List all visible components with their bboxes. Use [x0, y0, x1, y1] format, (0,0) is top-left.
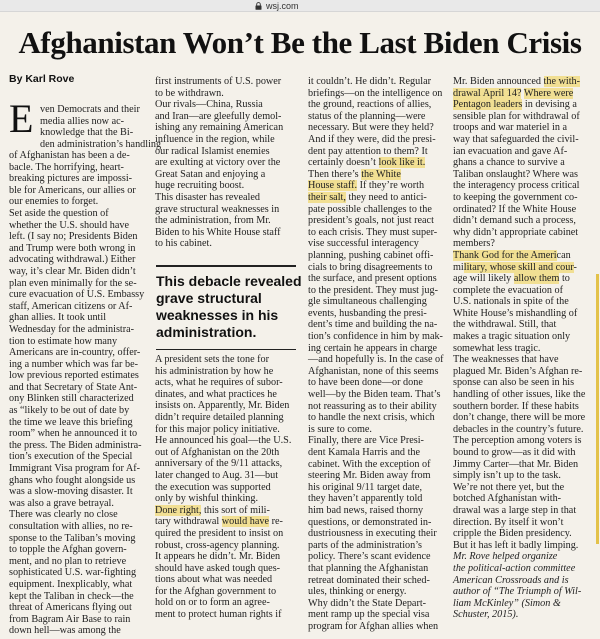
- text-line: sponse to the Taliban’s moving: [9, 532, 136, 544]
- column-4: [453, 76, 596, 621]
- text-line: was a slow-moving disaster. It: [9, 486, 133, 498]
- text-line: [453, 76, 596, 88]
- text-line: to have been done—or done: [308, 377, 423, 389]
- text-line: anniversary of the 9/11 attacks,: [155, 458, 283, 470]
- highlight: look like it.: [378, 157, 426, 169]
- text-line: questions, or demonstrated in-: [308, 516, 432, 528]
- text-line: to topple the Afghan govern-: [9, 544, 127, 556]
- drop-cap: E: [9, 96, 34, 141]
- text-run: certainly doesn’t: [308, 157, 379, 169]
- text-line: events, husbanding the presi-: [308, 307, 427, 319]
- text-line: Jimmy Carter—that Mr. Biden: [453, 458, 579, 470]
- highlight-margin-bar: [596, 274, 599, 544]
- text-line: equipment. Inexplicably, what: [9, 578, 133, 590]
- text-line: tion to estimate how many: [9, 335, 118, 347]
- text-line: retreat dominated their sched-: [308, 574, 430, 586]
- text-line: insists on. Apparently, Mr. Biden: [155, 400, 290, 412]
- column-4-paragraph: [453, 111, 596, 250]
- text-line: [308, 157, 448, 169]
- text-line: president’s goals, not just react: [308, 215, 434, 227]
- text-line: breaking pictures are impossi-: [9, 173, 133, 185]
- text-line: Great Satan and enjoying a: [155, 168, 266, 180]
- text-line: well—by the Biden team. That’s: [308, 389, 441, 401]
- highlight: Thank God for the Ameri: [453, 249, 557, 261]
- text-line: [155, 516, 295, 528]
- text-line: American Crossroads and is: [453, 574, 569, 586]
- text-line: robust, cross-agency planning.: [155, 539, 280, 551]
- column-2: [155, 76, 295, 250]
- url-text: wsj.com: [266, 1, 299, 11]
- text-line: members?: [453, 238, 495, 250]
- text-run: -: [573, 261, 577, 273]
- text-line: influence in the region, while: [155, 133, 275, 145]
- text-line: Taliban onslaught? Where was: [453, 168, 578, 180]
- text-line: Afghanistan, none of this seems: [308, 365, 439, 377]
- text-run: this sort of mili-: [201, 504, 270, 516]
- text-line: tion’s execution of the Special: [9, 451, 133, 463]
- highlight: Where were: [523, 87, 574, 99]
- text-line: somewhat less tragic.: [453, 342, 541, 354]
- text-line: Biden to his White House staff: [155, 226, 281, 238]
- text-line: didn’t require detailed planning: [155, 411, 284, 423]
- text-line: pate possible challenges to the: [308, 203, 432, 215]
- text-line: the execution was supported: [155, 481, 271, 493]
- text-line: debacles in the country’s future.: [453, 423, 584, 435]
- text-line: cure evacuation of U.S. Embassy: [9, 289, 145, 301]
- text-line: for the Afghan government to: [155, 585, 277, 597]
- text-line: the time we leave this briefing: [9, 416, 133, 428]
- text-line: don’t change, there will be more: [453, 412, 586, 424]
- text-line: ing certain he appears in charge: [308, 342, 438, 354]
- text-line: policy. There’s scant evidence: [308, 551, 431, 563]
- text-line: that planning the Afghanistan: [308, 562, 429, 574]
- text-line: ishing any remaining American: [155, 122, 284, 134]
- text-line: should have asked tough ques-: [155, 562, 281, 574]
- text-line: it couldn’t. He didn’t. Regular: [308, 76, 431, 87]
- text-line: But it has left it badly limping.: [453, 539, 579, 551]
- text-line: sophisticated U.S. war-fighting: [9, 567, 137, 579]
- column-1-lead: [40, 104, 162, 150]
- text-run: mi: [453, 261, 464, 273]
- text-line: ment, and no plan to retrieve: [9, 555, 127, 567]
- highlight: allow them: [513, 273, 560, 285]
- text-line: room” when he announced it to: [9, 428, 138, 440]
- text-line: ordinated? If the White House: [453, 203, 577, 215]
- text-line: We’re not there yet, but the: [453, 481, 565, 493]
- text-line: complete the evacuation of: [453, 284, 564, 296]
- text-line: [453, 99, 596, 111]
- text-line: hold on or to form an agree-: [155, 597, 270, 609]
- text-line: him bad news, raised thorny: [308, 504, 424, 516]
- text-line: out of Afghanistan on the 20th: [155, 446, 280, 458]
- text-line: the interagency process critical: [453, 180, 580, 192]
- text-line: ghans a chance to survive a: [453, 157, 565, 169]
- text-line: quired the president to insist on: [155, 527, 284, 539]
- text-line: Set aside the question of: [9, 207, 109, 219]
- text-line: dent Kamala Harris and the: [308, 447, 421, 458]
- text-line: advocating withdrawal.) Either: [9, 254, 136, 266]
- text-line: are exulting at victory over the: [155, 157, 281, 169]
- text-line: handling of other issues, like the: [453, 389, 586, 401]
- text-line: sponse can also be seen in his: [453, 377, 575, 389]
- text-line: for this major policy initiative.: [155, 423, 280, 435]
- text-line: tion’s confidence in him by mak-: [308, 331, 443, 343]
- text-run: in devising a: [522, 99, 577, 111]
- text-line: The perception among voters is: [453, 435, 582, 447]
- text-line: to handle the next crisis, which: [308, 412, 435, 424]
- text-line: acts, what he requires of subor-: [155, 377, 283, 389]
- text-line: makes a tragic situation only: [453, 331, 571, 343]
- text-run: re-: [269, 516, 283, 528]
- text-line: sensible plan for withdrawal of: [453, 110, 580, 122]
- text-line: parts of the administration’s: [308, 539, 423, 551]
- text-line: and Trump were both wrong in: [9, 242, 136, 254]
- text-line: [308, 169, 448, 181]
- text-line: cripple the Biden presidency.: [453, 528, 572, 540]
- text-line: Schuster, 2015).: [453, 609, 519, 621]
- text-line: ment to protect human rights if: [155, 609, 282, 621]
- text-line: whether the U.S. should have: [9, 219, 129, 231]
- text-line: dinates, and what practices he: [155, 388, 277, 400]
- text-run: If they’re worth: [357, 180, 425, 192]
- text-line: gle simultaneous challenging: [308, 296, 427, 308]
- text-line: den administration’s handling: [40, 138, 162, 150]
- text-run: Mr. Biden announced: [453, 76, 544, 87]
- text-line: to keeping the government co-: [453, 191, 578, 203]
- text-line: [308, 192, 448, 204]
- text-line: U.S. nationals in spite of the: [453, 296, 569, 308]
- text-line: the ground, reactions of allies,: [308, 99, 432, 111]
- text-line: [308, 180, 448, 192]
- text-line: later changed to Aug. 31—but: [155, 469, 279, 481]
- text-line: his administration by how he: [155, 365, 274, 377]
- text-line: the surface, and present options: [308, 273, 437, 285]
- text-line: cials to bring disagreements to: [308, 261, 433, 273]
- text-line: media allies now ac-: [40, 115, 125, 127]
- text-run: to: [559, 273, 570, 285]
- text-line: only by wishful thinking.: [155, 493, 259, 505]
- text-line: plan even minimally for the se-: [9, 277, 137, 289]
- text-line: Finally, there are Vice Presi-: [308, 435, 424, 447]
- text-line: bound to grow—as it did with: [453, 447, 576, 458]
- text-line: kept the Taliban in check—the: [9, 590, 134, 602]
- text-line: knowledge that the Bi-: [40, 127, 134, 139]
- browser-url-bar[interactable]: [0, 0, 600, 12]
- article-headline: Afghanistan Won’t Be the Last Biden Crisis: [18, 25, 582, 60]
- text-line: dustriousness in executing their: [308, 528, 437, 540]
- text-line: briefings—on the intelligence on: [308, 87, 443, 99]
- text-line: steering Mr. Biden away from: [308, 470, 431, 482]
- text-line: [453, 262, 596, 274]
- text-line: vise successful interagency: [308, 238, 419, 250]
- text-line: Wednesday for the administra-: [9, 323, 135, 335]
- article-byline: By Karl Rove: [9, 73, 75, 85]
- column-3: [308, 76, 448, 633]
- text-line: bacle. The horrifying, heart-: [9, 161, 124, 173]
- pull-quote-line: grave structural: [156, 290, 262, 306]
- text-line: simply isn’t up to the task.: [453, 470, 561, 482]
- text-line: [155, 505, 295, 517]
- text-line: ules, thinking or energy.: [308, 586, 407, 598]
- text-line: from Bagram Air Base to rain: [9, 613, 131, 625]
- text-line: [453, 273, 596, 285]
- text-line: threat of Americans flying out: [9, 602, 132, 614]
- text-line: Immigrant Visa program for Af-: [9, 463, 141, 475]
- text-line: to be withdrawn.: [155, 87, 224, 99]
- text-line: his original 9/11 target date,: [308, 481, 423, 493]
- text-line: author of “The Triumph of Wil-: [453, 586, 582, 598]
- column-3-paragraph: [308, 204, 448, 633]
- text-line: —and hopefully is. In the case of: [308, 354, 444, 366]
- text-line: down hell—was among the: [9, 625, 121, 637]
- highlight: would have: [221, 516, 270, 528]
- text-line: huge recruiting boost.: [155, 180, 245, 192]
- text-line: why didn’t appropriate cabinet: [453, 226, 579, 238]
- author-credit: [453, 551, 596, 621]
- text-line: He announced his goal—the U.S.: [155, 435, 292, 447]
- text-line: not reassuring as to their ability: [308, 400, 437, 412]
- text-line: ghan allies. It took until: [9, 312, 107, 324]
- text-run: age will likely: [453, 273, 514, 285]
- text-line: program for Afghan allies when: [308, 620, 439, 632]
- text-line: liam McKinley” (Simon &: [453, 597, 561, 609]
- text-line: and that Secretary of State Ant-: [9, 381, 138, 393]
- text-line: plagued Mr. Biden’s Afghan re-: [453, 365, 583, 377]
- text-line: Our rivals—China, Russia: [155, 99, 263, 111]
- text-line: the withdrawal. Still, that: [453, 319, 557, 331]
- highlight: their salt,: [308, 191, 346, 203]
- text-line: planning, pushing cabinet offi-: [308, 249, 434, 261]
- text-line: The weaknesses that have: [453, 354, 559, 366]
- text-line: It appears he didn’t. Mr. Biden: [155, 551, 281, 563]
- highlight: the with-: [543, 76, 581, 87]
- text-line: direction. By itself it won’t: [453, 516, 564, 528]
- text-line: they haven’t apparently told: [308, 493, 423, 505]
- text-line: dent’s time and building the na-: [308, 319, 438, 331]
- column-2-bottom: [155, 354, 295, 621]
- column-2-paragraph: [155, 354, 295, 505]
- text-line: necessary. But were they held?: [308, 122, 434, 134]
- column-3-paragraph: [308, 76, 448, 157]
- highlight: Done right,: [155, 504, 202, 516]
- text-line: Why didn’t the State Depart-: [308, 597, 427, 609]
- text-line: was also a grave betrayal.: [9, 497, 114, 509]
- text-line: And if they were, did the presi-: [308, 133, 436, 145]
- text-line: first instruments of U.S. power: [155, 76, 282, 87]
- text-line: dent pay attention to them? It: [308, 145, 428, 157]
- text-line: consultation with allies, no re-: [9, 521, 133, 532]
- highlight: litary, whose skill and cour: [463, 261, 574, 273]
- pull-quote-line: administration.: [156, 324, 257, 340]
- text-line: to the president. They must jug-: [308, 284, 438, 296]
- text-line: drawal was a large step in that: [453, 504, 577, 516]
- text-line: the political-action committee: [453, 562, 576, 574]
- column-4-paragraph: [453, 285, 596, 552]
- highlight: Pentagon leaders: [453, 99, 523, 111]
- text-line: southern border. If these habits: [453, 400, 579, 412]
- text-line: the administration, from Mr.: [155, 215, 271, 227]
- text-line: This disaster has revealed: [155, 191, 260, 203]
- text-line: [453, 250, 596, 262]
- text-line: low previous reported estimates: [9, 370, 139, 382]
- column-1: [9, 150, 147, 637]
- text-line: ghans who fought alongside us: [9, 474, 136, 486]
- text-run: they need to antici-: [345, 191, 427, 203]
- text-line: ble for Americans, our allies or: [9, 184, 136, 196]
- text-line: ony Blinken still characterized: [9, 393, 134, 405]
- column-2-paragraph: [155, 528, 295, 621]
- text-line: status of the planning—were: [308, 110, 426, 122]
- text-line: is sure to come.: [308, 423, 372, 435]
- highlight: House staff.: [308, 180, 358, 192]
- text-line: as “likely to be out of date by: [9, 405, 130, 417]
- text-line: left. (I say no; Presidents Biden: [9, 231, 138, 243]
- text-line: ment ramp up the special visa: [308, 609, 430, 621]
- text-line: tions about what was needed: [155, 574, 273, 586]
- text-run: tary withdrawal: [155, 516, 222, 528]
- highlight: drawal April 14?: [453, 87, 522, 99]
- text-line: ing a number which was far be-: [9, 358, 138, 370]
- text-line: [453, 88, 596, 100]
- text-line: ian evacuation and gave Af-: [453, 145, 568, 157]
- text-line: Mr. Rove helped organize: [453, 551, 558, 563]
- highlight: the White: [361, 168, 401, 180]
- text-line: botched Afghanistan with-: [453, 493, 562, 505]
- pull-quote: [156, 265, 302, 350]
- pull-quote-line: weaknesses in his: [156, 307, 279, 323]
- text-line: of Afghanistan has been a de-: [9, 150, 130, 161]
- text-line: cabinet. With the exception of: [308, 458, 431, 470]
- text-line: troops and war materiel in a: [453, 122, 568, 134]
- text-line: our radical Islamist enemies: [155, 145, 270, 157]
- text-line: our enemies to forget.: [9, 196, 99, 208]
- text-line: grave structural weaknesses in: [155, 203, 280, 215]
- text-line: didn’t demand such a process,: [453, 215, 576, 227]
- text-run: can: [556, 249, 571, 261]
- text-line: to each crisis. They must super-: [308, 226, 438, 238]
- text-line: A president sets the tone for: [155, 354, 270, 365]
- text-run: Then there’s: [308, 168, 362, 180]
- text-line: and Iran—are gleefully demol-: [155, 110, 282, 122]
- column-2-top: [155, 76, 295, 250]
- text-line: There was clearly no close: [9, 509, 118, 521]
- lock-icon: [255, 2, 262, 10]
- text-line: way, it’s clear Mr. Biden didn’t: [9, 265, 136, 277]
- text-line: way that safeguarded the civil-: [453, 133, 579, 145]
- text-line: ven Democrats and their: [40, 104, 140, 115]
- text-line: the press. The Biden administra-: [9, 439, 142, 451]
- text-line: to his cabinet.: [155, 238, 212, 250]
- pull-quote-line: This debacle revealed: [156, 273, 302, 289]
- text-line: Americans are in-country, offer-: [9, 347, 141, 359]
- text-line: staff, American citizens or Af-: [9, 300, 133, 312]
- text-line: White House’s mishandling of: [453, 307, 578, 319]
